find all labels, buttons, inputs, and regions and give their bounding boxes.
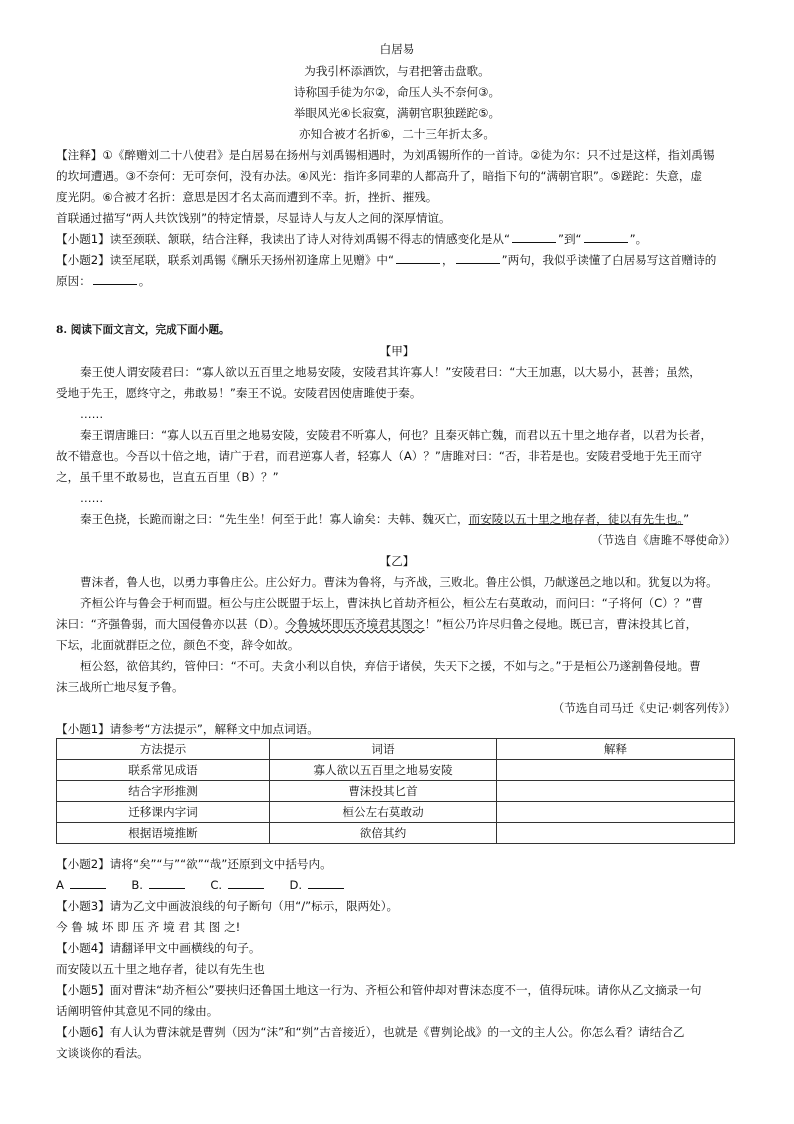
option-label: C.	[210, 878, 223, 892]
answer-cell[interactable]	[497, 802, 735, 823]
question-text: ”。	[629, 232, 648, 246]
poem-line: 亦知合被才名折⑥，二十三年折太多。	[299, 127, 495, 141]
subquestion-4: 【小题4】请翻译甲文中画横线的句子。	[56, 941, 261, 955]
yi-paragraph	[56, 616, 697, 632]
method-cell: 迁移课内字词	[57, 802, 270, 823]
table-row	[57, 760, 735, 781]
passage-text: 沫曰：“齐强鲁弱，而大国侵鲁亦以甚（D）。	[56, 617, 286, 631]
option-label: B.	[131, 878, 143, 892]
poem-note: 度光阴。⑥合被才名折：意思是因才名太高而遭到不幸。折，挫折、摧残。	[56, 190, 438, 204]
answer-blank[interactable]	[512, 232, 556, 243]
subquestion-5: 【小题5】面对曹沫“劫齐桓公”要挟归还鲁国土地这一行为、齐桓公和管仲却对曹沫态度不一，值得玩味。请你从乙文摘录一句	[56, 983, 702, 997]
yi-paragraph: 下坛，北面就群臣之位，颜色不变，辞令如故。	[56, 638, 300, 652]
poem-question-2	[56, 252, 716, 268]
method-cell: 联系常见成语	[57, 760, 270, 781]
answer-blank[interactable]	[93, 274, 137, 285]
passage-text: ”	[683, 512, 690, 526]
passage-yi-label: 【乙】	[379, 554, 415, 568]
word-cell: 欲倍其约	[270, 823, 497, 844]
table-row	[57, 781, 735, 802]
wavy-underlined-sentence: 今鲁城坏即压齐境君其图之	[285, 617, 425, 631]
question-8-heading: 8. 阅读下面文言文，完成下面小题。	[56, 324, 230, 336]
table-header: 词语	[270, 739, 497, 760]
option-label: D.	[289, 878, 303, 892]
table-row	[57, 823, 735, 844]
passage-jia-label: 【甲】	[379, 344, 415, 358]
poem-note: 【注释】①《醉赠刘二十八使君》是白居易在扬州与刘禹锡相遇时，为刘禹锡所作的一首诗。②徒为尔：只不过是这样，指刘禹锡	[56, 148, 715, 162]
yi-paragraph: 曹沫者，鲁人也，以勇力事鲁庄公。庄公好力。曹沫为鲁将，与齐战，三败北。鲁庄公惧，乃献遂邑之地以和。犹复以为将。	[80, 575, 718, 589]
yi-paragraph: 桓公怒，欲倍其约，管仲曰：“不可。夫贪小利以自快，弃信于诸侯，失天下之援，不如与之。”于是桓公乃遂割鲁侵地。曹	[80, 659, 701, 673]
subquestion-2: 【小题2】请将“矣”“与”“欲”“哉”还原到文中括号内。	[56, 857, 332, 871]
word-cell: 桓公左右莫敢动	[270, 802, 497, 823]
word-cell: 寡人欲以五百里之地易安陵	[270, 760, 497, 781]
subquestion-5-cont: 话阐明管仲其意见不同的缘由。	[56, 1004, 219, 1018]
word-cell: 曹沫投其匕首	[270, 781, 497, 802]
answer-blank[interactable]	[228, 878, 264, 889]
question-text: ”两句，我似乎读懂了白居易写这首赠诗的	[501, 253, 717, 267]
ellipsis: ……	[80, 491, 104, 505]
subquestion-2-options	[56, 877, 346, 893]
question-text: 原因：	[56, 274, 91, 288]
answer-blank[interactable]	[149, 878, 185, 889]
table-header: 解释	[497, 739, 735, 760]
jia-source: （节选自《唐雎不辱使命》）	[591, 533, 736, 547]
question-text: 【小题1】读至颈联、颔联，结合注释，我读出了诗人对待刘禹锡不得志的情感变化是从“	[56, 232, 510, 246]
jia-paragraph	[80, 511, 689, 527]
answer-cell[interactable]	[497, 760, 735, 781]
poem-question-1	[56, 231, 647, 247]
answer-blank[interactable]	[456, 253, 500, 264]
yi-paragraph: 齐桓公许与鲁会于柯而盟。桓公与庄公既盟于坛上，曹沫执匕首劫齐桓公，桓公左右莫敢动，而问曰：“子将何（C）？”曹	[80, 596, 703, 610]
poem-summary: 首联通过描写“两人共饮饯别”的特定情景，尽显诗人与友人之间的深厚情谊。	[56, 211, 451, 225]
poem-line: 举眼风光④长寂寞，满朝官职独蹉跎⑤。	[293, 106, 501, 120]
poem-title: 白居易	[379, 42, 415, 56]
poem-question-2-cont	[56, 273, 150, 289]
answer-cell[interactable]	[497, 781, 735, 802]
jia-paragraph: 受地于先王，愿终守之，弗敢易！”秦王不说。安陵君因使唐雎使于秦。	[56, 386, 422, 400]
question-text: 。	[138, 274, 151, 288]
method-table	[56, 738, 735, 844]
subquestion-3: 【小题3】请为乙文中画波浪线的句子断句（用“/”标示，限两处）。	[56, 899, 399, 913]
question-text: ，	[442, 253, 454, 267]
answer-blank[interactable]	[308, 878, 344, 889]
yi-paragraph: 沫三战所亡地尽复予鲁。	[56, 680, 184, 694]
method-cell: 根据语境推断	[57, 823, 270, 844]
question-text: ”到“	[557, 232, 582, 246]
jia-paragraph: 秦王使人谓安陵君曰：“寡人欲以五百里之地易安陵，安陵君其许寡人！”安陵君曰：“大王加惠，以大易小，甚善；虽然，	[80, 365, 701, 379]
answer-blank[interactable]	[70, 878, 106, 889]
ellipsis: ……	[80, 407, 104, 421]
answer-blank[interactable]	[396, 253, 440, 264]
underlined-sentence: 而安陵以五十里之地存者，徒以有先生也。	[468, 512, 684, 526]
poem-line: 诗称国手徒为尔②，命压人头不奈何③。	[293, 85, 501, 99]
poem-line: 为我引杯添酒饮，与君把箸击盘歌。	[304, 64, 490, 78]
question-text: 【小题2】读至尾联，联系刘禹锡《酬乐天扬州初逢席上见赠》中“	[56, 253, 395, 267]
subquestion-4-text: 而安陵以五十里之地存者，徒以有先生也	[56, 962, 265, 976]
poem-note: 的坎坷遭遇。③不奈何：无可奈何，没有办法。④风光：指许多同辈的人都高升了，暗指下句的“满朝官职”。⑤蹉跎：失意，虚	[56, 169, 703, 183]
option-label: A	[56, 878, 64, 892]
method-cell: 结合字形推测	[57, 781, 270, 802]
subquestion-6: 【小题6】有人认为曹沫就是曹刿（因为“沫”和“刿”古音接近），也就是《曹刿论战》的一文的主人公。你怎么看？请结合乙	[56, 1025, 685, 1039]
answer-cell[interactable]	[497, 823, 735, 844]
table-header-row	[57, 739, 735, 760]
passage-text: 秦王色挠，长跪而谢之曰：“先生坐！何至于此！寡人谕矣：夫韩、魏灭亡，	[80, 512, 469, 526]
answer-blank[interactable]	[584, 232, 628, 243]
subquestion-6-cont: 文谈谈你的看法。	[56, 1046, 149, 1060]
jia-paragraph: 之，虽千里不敢易也，岂直五百里（B）？”	[56, 470, 279, 484]
subquestion-1: 【小题1】请参考“方法提示”，解释文中加点词语。	[56, 722, 319, 736]
table-row	[57, 802, 735, 823]
jia-paragraph: 故不错意也。今吾以十倍之地，请广于君，而君逆寡人者，轻寡人（A）？”唐雎对曰：“否，非若是也。安陵君受地于先王而守	[56, 449, 703, 463]
passage-text: ！”桓公乃许尽归鲁之侵地。既已言，曹沫投其匕首，	[424, 617, 698, 631]
table-header: 方法提示	[57, 739, 270, 760]
subquestion-3-text: 今 鲁 城 坏 即 压 齐 境 君 其 图 之!	[56, 920, 241, 934]
jia-paragraph: 秦王谓唐雎曰：“寡人以五百里之地易安陵，安陵君不听寡人，何也？且秦灭韩亡魏，而君以五十里之地存者，以君为长者，	[80, 428, 713, 442]
yi-source: （节选自司马迁《史记·刺客列传》）	[552, 701, 736, 715]
